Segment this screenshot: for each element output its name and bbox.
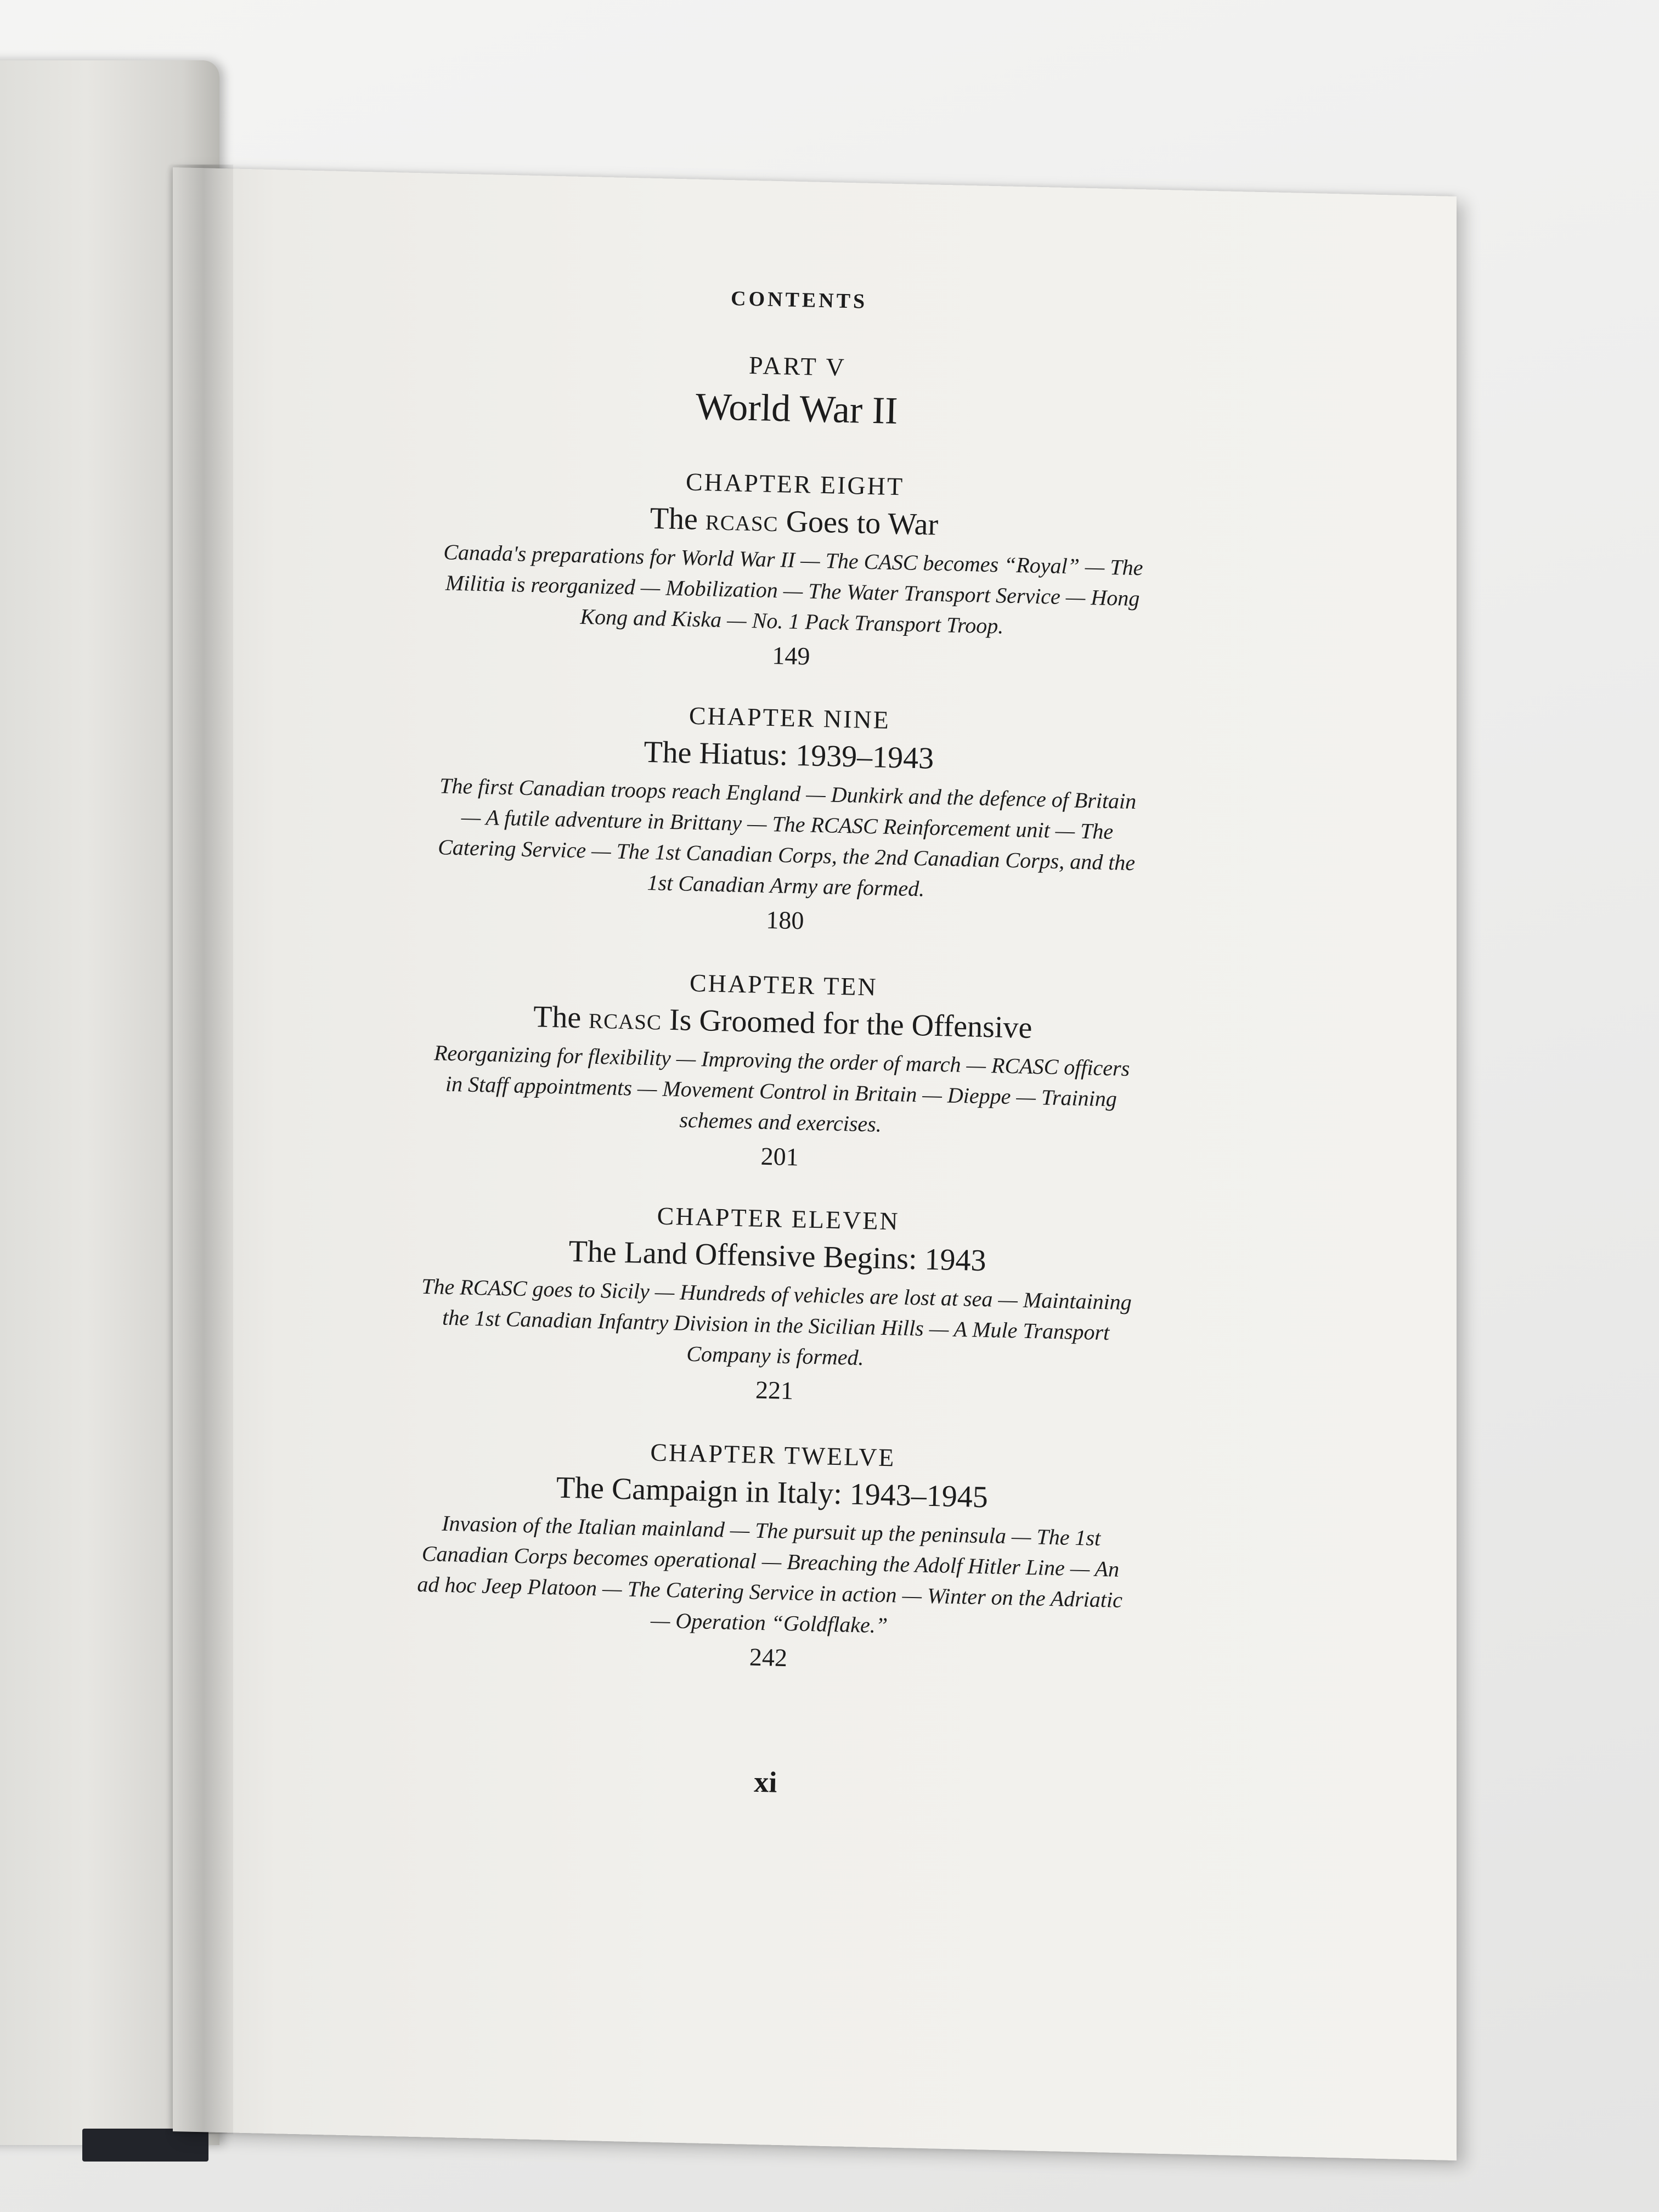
contents-header: CONTENTS <box>730 287 868 313</box>
chapter-page-number: 149 <box>771 641 811 670</box>
chapter-label: CHAPTER NINE <box>689 701 891 734</box>
part-title: World War II <box>695 385 899 433</box>
chapter-label: CHAPTER TEN <box>689 968 878 1001</box>
chapter-entry-eleven <box>417 1196 1135 1413</box>
folio-page-number: xi <box>753 1765 778 1799</box>
chapter-title: The Land Offensive Begins: 1943 <box>568 1234 987 1278</box>
chapter-entry-nine <box>428 695 1147 943</box>
chapter-entry-ten <box>423 962 1141 1179</box>
part-label: PART V <box>748 351 847 381</box>
chapter-page-number: 201 <box>760 1142 799 1171</box>
chapter-label: CHAPTER EIGHT <box>685 467 905 501</box>
chapter-title: The Campaign in Italy: 1943–1945 <box>556 1470 989 1515</box>
chapter-page-number: 242 <box>749 1643 788 1672</box>
chapter-description: Invasion of the Italian mainland — The pursuit up the peninsula — The 1st Canadian Corps becomes operational — Breaching the Adolf Hitler Line — An ad hoc Jeep Platoon — The Catering Service in action — Winter on the Adriatic — Operation “Goldflake.” <box>417 1510 1123 1638</box>
chapter-description: The first Canadian troops reach England — Dunkirk and the defence of Britain — A futile adventure in Brittany — The RCASC Reinforcement unit — The Catering Service — The 1st Canadian Corps, the 2nd Canadian Corps, and the 1st Canadian Army are formed. <box>437 773 1137 901</box>
chapter-title: The Hiatus: 1939–1943 <box>643 735 934 776</box>
chapter-entry-twelve <box>411 1432 1130 1680</box>
chapter-description: Canada's preparations for World War II — The CASC becomes “Royal” — The Militia is reorganized — Mobilization — The Water Transport Service — Hong Kong and Kiska — No. 1 Pack Transport Troop. <box>443 539 1143 639</box>
chapter-label: CHAPTER TWELVE <box>650 1438 896 1472</box>
contents-page <box>162 206 1404 1813</box>
chapter-title: The rcasc Is Groomed for the Offensive <box>533 1000 1033 1045</box>
chapter-page-number: 221 <box>755 1375 794 1405</box>
chapter-title: The rcasc Goes to War <box>650 501 939 542</box>
chapter-description: Reorganizing for flexibility — Improving the order of march — RCASC officers in Staff appointments — Movement Control in Britain — Dieppe — Training schemes and exercises. <box>433 1040 1130 1137</box>
chapter-label: CHAPTER ELEVEN <box>657 1201 900 1235</box>
chapter-page-number: 180 <box>765 905 805 935</box>
chapter-entry-eight <box>435 461 1152 678</box>
chapter-description: The RCASC goes to Sicily — Hundreds of vehicles are lost at sea — Maintaining the 1st Canadian Infantry Division in the Sicilian Hills — A Mule Transport Company is formed. <box>421 1273 1132 1370</box>
